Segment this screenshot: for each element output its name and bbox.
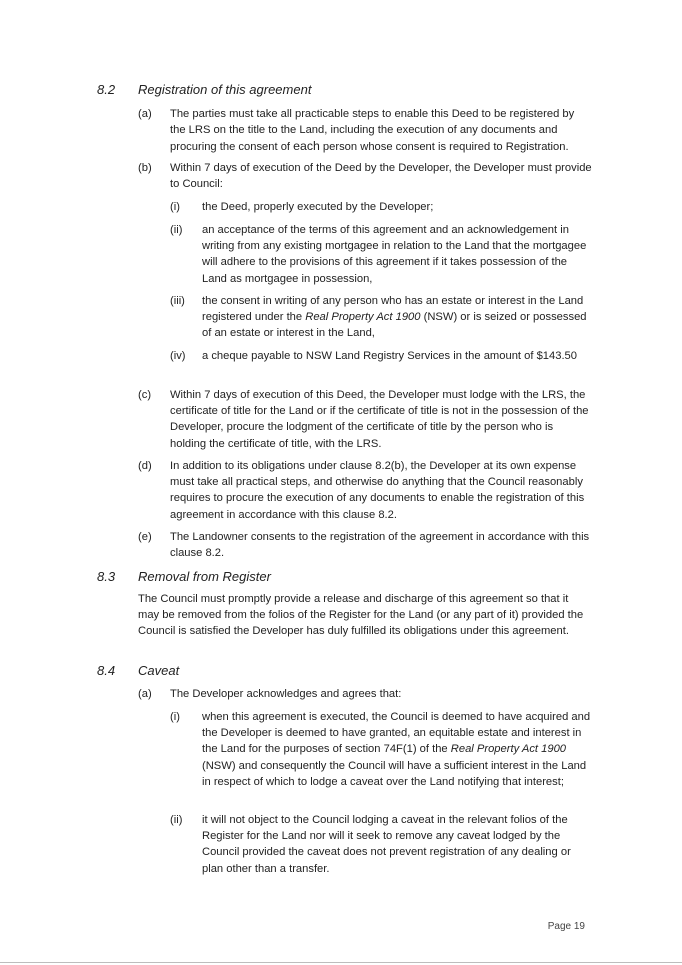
subclause-text-8-4-a-ii: it will not object to the Council lodging a caveat in the relevant folios of the Register for the Land nor will it seek to remove any caveat lodged by the Council provided the caveat does not prevent registration of any dealing or plan other than a transfer.: [202, 814, 571, 875]
subclause-text-8-2-b-iii-part-2: (NSW) or is seized or possessed of an estate or interest in the Land,: [202, 311, 587, 340]
section-title-8-2: Registration of this agreement: [138, 82, 312, 97]
page-number: Page 19: [547, 921, 585, 932]
clause-text-8-4-a: The Developer acknowledges and agrees that:: [170, 688, 402, 700]
subclause-label-8-2-b-iv: (iv): [170, 350, 186, 362]
subclause-text-8-2-b-i: the Deed, properly executed by the Developer;: [202, 201, 434, 213]
clause-text-8-2-e: The Landowner consents to the registration of the agreement in accordance with this clause 8.2.: [170, 531, 590, 560]
section-number-8-4: 8.4: [97, 663, 116, 678]
section-number-8-2: 8.2: [97, 82, 116, 97]
emphasis-each: each: [293, 139, 320, 154]
act-name: Real Property Act 1900: [450, 743, 567, 756]
clause-text-8-2-c: Within 7 days of execution of this Deed, the Developer must lodge with the LRS, the certificate of title for the Land or if the certificate of title is not in the possession of the Developer, procure the lodgment of the certificate of title by the person who is holding the certificate of title, with the LRS.: [170, 389, 589, 450]
clause-label-8-2-e: (e): [138, 531, 152, 543]
subclause-text-8-2-b-iv: a cheque payable to NSW Land Registry Services in the amount of $143.50: [202, 350, 578, 362]
clause-label-8-2-d: (d): [138, 460, 152, 472]
subclause-label-8-4-a-i: (i): [170, 711, 180, 723]
clause-label-8-2-c: (c): [138, 389, 152, 401]
subclause-label-8-2-b-iii: (iii): [170, 295, 185, 307]
subclause-text-8-4-a-i-part-2: (NSW) and consequently the Council will have a sufficient interest in the Land in respect of which to lodge a caveat over the Land notifying that interest;: [202, 759, 587, 788]
act-name: Real Property Act 1900: [305, 311, 421, 324]
clause-text-8-2-b: Within 7 days of execution of the Deed by the Developer, the Developer must provide to Council:: [170, 162, 592, 191]
subclause-label-8-4-a-ii: (ii): [170, 814, 183, 826]
clause-label-8-2-a: (a): [138, 108, 152, 120]
section-text-8-3: The Council must promptly provide a release and discharge of this agreement so that it may be removed from the folios of the Register for the Land (or any part of it) provided the Council is satisfied the Developer has duly fulfilled its obligations under this agreement.: [138, 593, 584, 638]
page-edge-divider: [0, 962, 682, 963]
subclause-label-8-2-b-ii: (ii): [170, 224, 183, 236]
clause-text-8-2-d: In addition to its obligations under clause 8.2(b), the Developer at its own expense must take all practical steps, and otherwise do anything that the Council reasonably requires to procure the execution of any documents to enable the registration of this agreement in accordance with this clause 8.2.: [170, 460, 585, 521]
clause-label-8-4-a: (a): [138, 688, 152, 700]
section-number-8-3: 8.3: [97, 569, 116, 584]
clause-text-8-2-a-part-2: person whose consent is required to Registration.: [319, 141, 569, 154]
subclause-text-8-2-b-iii: [202, 293, 592, 342]
section-title-8-3: Removal from Register: [138, 569, 271, 584]
clause-text-8-2-a: [170, 106, 592, 156]
clause-text-8-2-a-part-1: The parties must take all practicable steps to enable this Deed to be registered by the LRS on the title to the Land, including the execution of any documents and procuring the consent of: [170, 108, 575, 154]
subclause-text-8-2-b-ii: an acceptance of the terms of this agreement and an acknowledgement in writing from any existing mortgagee in relation to the Land that the mortgagee will adhere to the provisions of this agreement if it takes possession of the Land as mortgagee in possession,: [202, 224, 587, 285]
subclause-text-8-2-b-iii-part-1: the consent in writing of any person who has an estate or interest in the Land registered under the: [202, 295, 584, 324]
subclause-text-8-4-a-i: [202, 709, 592, 790]
clause-label-8-2-b: (b): [138, 162, 152, 174]
subclause-label-8-2-b-i: (i): [170, 201, 180, 213]
subclause-text-8-4-a-i-part-1: when this agreement is executed, the Council is deemed to have acquired and the Developer is deemed to have granted, an equitable estate and interest in the Land for the purposes of section 74F(1) of the: [202, 711, 591, 756]
section-title-8-4: Caveat: [138, 663, 180, 678]
